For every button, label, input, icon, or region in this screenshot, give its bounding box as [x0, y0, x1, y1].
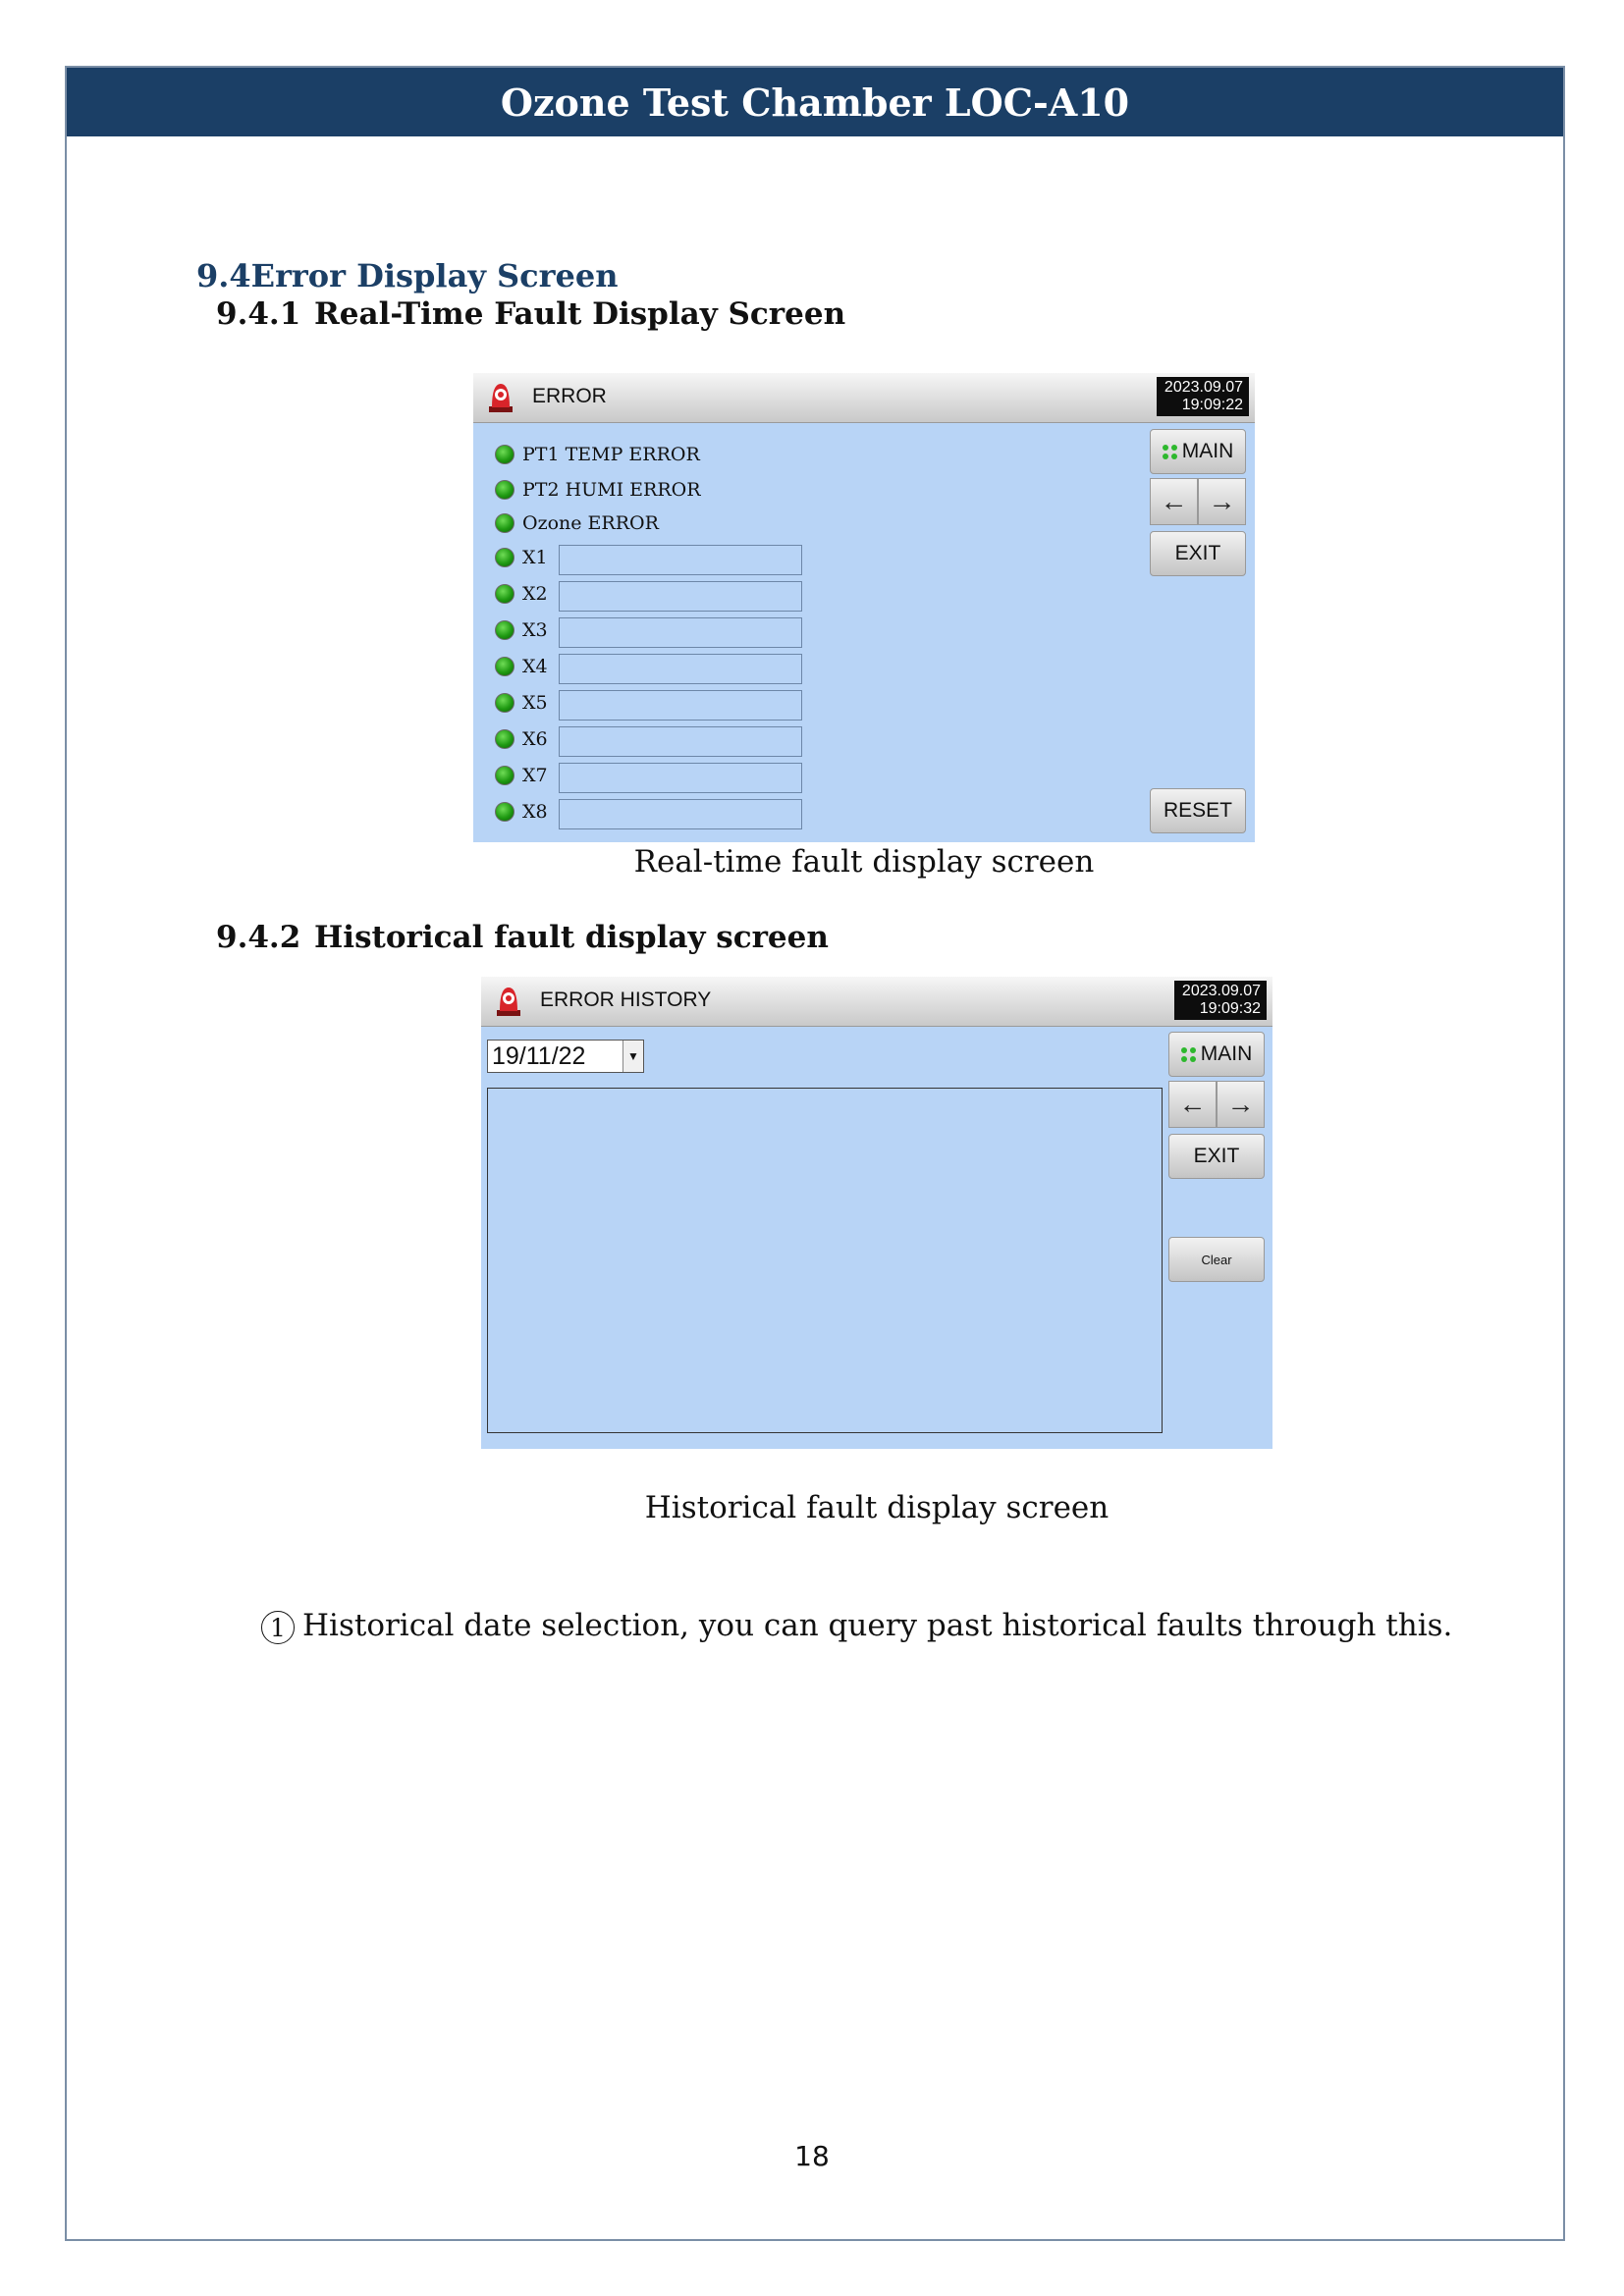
- input-field-x5[interactable]: [559, 690, 802, 721]
- status-led-icon: [495, 802, 514, 822]
- subsection-heading-2: [216, 920, 829, 955]
- title-bar: [473, 373, 1255, 423]
- page-nav: [1168, 1081, 1265, 1128]
- subsection-number: 9.4.2: [216, 920, 301, 955]
- arrow-right-icon: →: [1208, 486, 1236, 516]
- note-text: Historical date selection, you can query past historical faults through this.: [302, 1608, 1453, 1643]
- status-led-icon: [495, 693, 514, 713]
- status-led-icon: [495, 729, 514, 749]
- page-number: 18: [794, 2140, 830, 2172]
- input-item-x2: [495, 579, 548, 609]
- grid-dots-icon: [1181, 1047, 1196, 1062]
- subsection-number: 9.4.1: [216, 296, 301, 332]
- clear-button-label: Clear: [1201, 1252, 1232, 1267]
- input-item-x3: [495, 615, 548, 645]
- history-list[interactable]: [487, 1088, 1163, 1433]
- reset-button[interactable]: [1150, 788, 1246, 833]
- status-led-icon: [495, 445, 514, 464]
- status-led-icon: [495, 548, 514, 567]
- note-paragraph: [261, 1608, 1452, 1644]
- error-item: [495, 475, 701, 505]
- arrow-left-icon: ←: [1178, 1089, 1207, 1119]
- input-field-x7[interactable]: [559, 763, 802, 793]
- status-led-icon: [495, 657, 514, 676]
- exit-button[interactable]: [1150, 531, 1246, 576]
- input-field-x4[interactable]: [559, 654, 802, 684]
- grid-dots-icon: [1163, 445, 1177, 459]
- screen-title: ERROR: [532, 385, 607, 407]
- document-header: Ozone Test Chamber LOC-A10: [67, 68, 1563, 136]
- input-label: X5: [522, 692, 548, 714]
- note-marker: 1: [261, 1611, 295, 1644]
- input-label: X7: [522, 765, 548, 786]
- reset-button-label: RESET: [1163, 799, 1232, 822]
- main-button[interactable]: [1168, 1032, 1265, 1077]
- history-date-select[interactable]: [487, 1040, 644, 1073]
- section-title: Error Display Screen: [250, 257, 619, 294]
- page-nav: [1150, 478, 1246, 525]
- screen-title: ERROR HISTORY: [540, 988, 712, 1011]
- date-readout: 2023.09.07: [1164, 379, 1243, 396]
- input-field-x2[interactable]: [559, 581, 802, 612]
- next-page-button[interactable]: [1198, 478, 1246, 525]
- figure-caption-1: Real-time fault display screen: [633, 844, 1095, 880]
- exit-button-label: EXIT: [1193, 1145, 1240, 1167]
- status-led-icon: [495, 620, 514, 640]
- section-heading: [196, 257, 618, 294]
- main-button[interactable]: [1150, 429, 1246, 474]
- prev-page-button[interactable]: [1168, 1081, 1217, 1128]
- input-item-x4: [495, 652, 548, 681]
- error-label: PT2 HUMI ERROR: [522, 479, 701, 501]
- time-readout: 19:09:32: [1199, 1000, 1261, 1017]
- datetime-display: [1174, 981, 1267, 1020]
- clear-button[interactable]: [1168, 1237, 1265, 1282]
- main-button-label: MAIN: [1181, 440, 1234, 462]
- date-readout: 2023.09.07: [1181, 983, 1261, 999]
- input-label: X4: [522, 656, 548, 677]
- section-number: 9.4: [196, 257, 251, 294]
- exit-button[interactable]: [1168, 1134, 1265, 1179]
- error-label: Ozone ERROR: [522, 512, 659, 534]
- input-field-x8[interactable]: [559, 799, 802, 829]
- input-item-x6: [495, 724, 548, 754]
- input-item-x1: [495, 543, 548, 572]
- input-item-x5: [495, 688, 548, 718]
- datetime-display: [1157, 377, 1249, 416]
- arrow-right-icon: →: [1226, 1089, 1255, 1119]
- error-item: [495, 440, 700, 469]
- status-led-icon: [495, 513, 514, 533]
- input-label: X6: [522, 728, 548, 750]
- status-led-icon: [495, 480, 514, 500]
- time-readout: 19:09:22: [1181, 397, 1243, 413]
- dropdown-arrow-icon[interactable]: ▼: [623, 1041, 643, 1072]
- error-screen: [473, 373, 1255, 842]
- input-field-x3[interactable]: [559, 617, 802, 648]
- input-label: X8: [522, 801, 548, 823]
- input-item-x7: [495, 761, 548, 790]
- input-label: X3: [522, 619, 548, 641]
- input-field-x6[interactable]: [559, 726, 802, 757]
- exit-button-label: EXIT: [1174, 542, 1221, 564]
- error-history-screen: [481, 977, 1272, 1449]
- error-label: PT1 TEMP ERROR: [522, 444, 700, 465]
- selected-date: 19/11/22: [492, 1042, 586, 1070]
- alarm-beacon-icon: [495, 984, 522, 1017]
- status-led-icon: [495, 766, 514, 785]
- arrow-left-icon: ←: [1160, 486, 1188, 516]
- figure-caption-2: Historical fault display screen: [644, 1490, 1110, 1525]
- input-item-x8: [495, 797, 548, 827]
- alarm-beacon-icon: [487, 380, 514, 413]
- title-bar: [481, 977, 1272, 1027]
- subsection-title: Real-Time Fault Display Screen: [314, 296, 846, 332]
- status-led-icon: [495, 584, 514, 604]
- subsection-title: Historical fault display screen: [314, 920, 829, 955]
- subsection-heading-1: [216, 296, 845, 332]
- input-label: X2: [522, 583, 548, 605]
- error-item: [495, 508, 659, 538]
- prev-page-button[interactable]: [1150, 478, 1198, 525]
- main-button-label: MAIN: [1200, 1042, 1253, 1065]
- input-field-x1[interactable]: [559, 545, 802, 575]
- input-label: X1: [522, 547, 548, 568]
- next-page-button[interactable]: [1217, 1081, 1265, 1128]
